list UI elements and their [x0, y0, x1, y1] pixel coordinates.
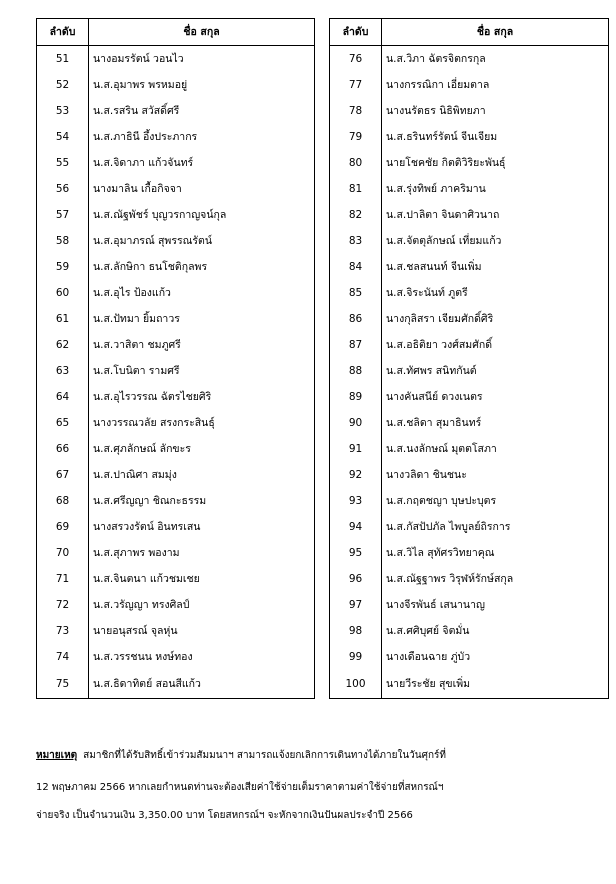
table-row [37, 306, 315, 332]
participant-table-right [329, 18, 609, 699]
table-header-row [37, 19, 315, 46]
member-name: น.ส.รสริน สวัสดิ์ศรี [89, 98, 315, 124]
row-number: 78 [330, 98, 382, 124]
row-number: 66 [37, 436, 89, 462]
row-number: 85 [330, 280, 382, 306]
row-number: 90 [330, 410, 382, 436]
table-row [330, 202, 609, 228]
table-row [37, 228, 315, 254]
table-row [330, 592, 609, 618]
table-row [330, 670, 609, 699]
table-row [37, 384, 315, 410]
table-row [330, 306, 609, 332]
table-row [330, 176, 609, 202]
table-row [330, 254, 609, 280]
table-row [330, 462, 609, 488]
row-number: 71 [37, 566, 89, 592]
row-number: 99 [330, 644, 382, 670]
row-number: 96 [330, 566, 382, 592]
row-number: 70 [37, 540, 89, 566]
member-name: น.ส.ธรินทร์รัตน์ จีนเจียม [382, 124, 609, 150]
row-number: 77 [330, 72, 382, 98]
member-name: น.ส.ภาธินี อึ้งประภากร [89, 124, 315, 150]
member-name: นางวลิดา ชินชนะ [382, 462, 609, 488]
member-name: น.ส.วรัญญา ทรงศิลป์ [89, 592, 315, 618]
table-row [330, 72, 609, 98]
row-number: 54 [37, 124, 89, 150]
table-row [37, 72, 315, 98]
column-header-no: ลำดับ [330, 19, 382, 46]
member-name: นางกรรณิกา เอี่ยมตาล [382, 72, 609, 98]
table-row [37, 280, 315, 306]
member-name: น.ส.จัตตุลักษณ์ เที่ยมแก้ว [382, 228, 609, 254]
row-number: 52 [37, 72, 89, 98]
member-name: น.ส.นงลักษณ์ มุตตโสภา [382, 436, 609, 462]
table-row [330, 644, 609, 670]
table-row [37, 202, 315, 228]
member-name: น.ส.ปาลิตา จินดาศิวนาถ [382, 202, 609, 228]
row-number: 81 [330, 176, 382, 202]
table-row [37, 592, 315, 618]
member-name: น.ส.ปัทมา ยิ้มถาวร [89, 306, 315, 332]
member-name: น.ส.ปาณิศา สมมุ่ง [89, 462, 315, 488]
table-row [330, 488, 609, 514]
member-name: นายโชคชัย กิตติวิริยะพันธุ์ [382, 150, 609, 176]
row-number: 88 [330, 358, 382, 384]
member-name: น.ส.โบนิตา รามศรี [89, 358, 315, 384]
row-number: 82 [330, 202, 382, 228]
member-name: น.ส.ศศิบุศย์ จิตมั่น [382, 618, 609, 644]
row-number: 61 [37, 306, 89, 332]
row-number: 67 [37, 462, 89, 488]
member-name: น.ส.รุ่งทิพย์ ภาคริมาน [382, 176, 609, 202]
table-row [37, 254, 315, 280]
member-name: น.ส.อุมาภรณ์ สุพรรณรัตน์ [89, 228, 315, 254]
row-number: 64 [37, 384, 89, 410]
table-row [37, 488, 315, 514]
table-row [37, 176, 315, 202]
row-number: 58 [37, 228, 89, 254]
member-name: น.ส.ศรีญญา ชิณกะธรรม [89, 488, 315, 514]
row-number: 53 [37, 98, 89, 124]
row-number: 92 [330, 462, 382, 488]
member-name: น.ส.ทัศพร สนิทกันต์ [382, 358, 609, 384]
member-name: น.ส.ณัฐฐาพร วิรุฬห์รักษ์สกุล [382, 566, 609, 592]
member-name: น.ส.ณัฐพัชร์ บุญวรกาญจน์กุล [89, 202, 315, 228]
table-row [330, 46, 609, 73]
row-number: 55 [37, 150, 89, 176]
column-header-name: ชื่อ สกุล [382, 19, 609, 46]
row-number: 73 [37, 618, 89, 644]
member-name: นางเดือนฉาย ภู่บัว [382, 644, 609, 670]
row-number: 98 [330, 618, 382, 644]
table-row [37, 150, 315, 176]
member-name: นางมาลิน เกื้อกิจจา [89, 176, 315, 202]
table-row [37, 98, 315, 124]
row-number: 74 [37, 644, 89, 670]
table-row [37, 410, 315, 436]
table-row [37, 46, 315, 73]
table-row [37, 618, 315, 644]
member-name: น.ส.กฤตชญา บุษปะบุตร [382, 488, 609, 514]
row-number: 59 [37, 254, 89, 280]
row-number: 93 [330, 488, 382, 514]
table-row [330, 566, 609, 592]
row-number: 76 [330, 46, 382, 73]
table-body-right [330, 46, 609, 699]
member-name: น.ส.จิดาภา แก้วจันทร์ [89, 150, 315, 176]
member-name: น.ส.ชลิดา สุมาธินทร์ [382, 410, 609, 436]
table-body-left [37, 46, 315, 699]
row-number: 69 [37, 514, 89, 540]
table-row [37, 540, 315, 566]
table-row [330, 410, 609, 436]
member-name: นายวีระชัย สุขเพิ่ม [382, 670, 609, 699]
row-number: 83 [330, 228, 382, 254]
table-row [330, 150, 609, 176]
table-row [330, 332, 609, 358]
table-row [37, 644, 315, 670]
table-row [37, 332, 315, 358]
table-row [330, 98, 609, 124]
member-name: นางกุลิสรา เจียมศักดิ์ศิริ [382, 306, 609, 332]
member-name: น.ส.ชลสนนท์ จีนเพิ่ม [382, 254, 609, 280]
member-name: นายอนุสรณ์ จุลหุ่น [89, 618, 315, 644]
member-name: นางคันสนีย์ ดวงเนตร [382, 384, 609, 410]
member-name: น.ส.อุไร ป้องแก้ว [89, 280, 315, 306]
member-name: น.ส.กัสปัปภัล ไพบูลย์ถิรการ [382, 514, 609, 540]
note-line-1 [36, 748, 446, 763]
member-name: นางวรรณวลัย สรงกระสินธุ์ [89, 410, 315, 436]
member-name: นางจีรพันธ์ เสนานาญ [382, 592, 609, 618]
table-row [37, 462, 315, 488]
member-name: น.ส.วิไล สุทัศรวิทยาคุณ [382, 540, 609, 566]
table-row [330, 514, 609, 540]
note-line-3: จ่ายจริง เป็นจำนวนเงิน 3,350.00 บาท โดยสหกรณ์ฯ จะหักจากเงินปันผลประจำปี 2566 [36, 810, 413, 821]
note-text-1: สมาชิกที่ได้รับสิทธิ์เข้าร่วมสัมมนาฯ สามารถแจ้งยกเลิกการเดินทางได้ภายในวันศุกร์ที่ [83, 750, 446, 761]
note-label: หมายเหตุ [36, 750, 78, 761]
table-row [37, 436, 315, 462]
row-number: 91 [330, 436, 382, 462]
row-number: 75 [37, 670, 89, 699]
member-name: น.ส.วรรชนน หงษ์ทอง [89, 644, 315, 670]
column-header-name: ชื่อ สกุล [89, 19, 315, 46]
row-number: 57 [37, 202, 89, 228]
member-name: น.ส.อุไรวรรณ ฉัตรไชยศิริ [89, 384, 315, 410]
table-row [37, 358, 315, 384]
row-number: 56 [37, 176, 89, 202]
table-row [330, 618, 609, 644]
member-name: น.ส.ศุภลักษณ์ ลักขะร [89, 436, 315, 462]
row-number: 95 [330, 540, 382, 566]
member-name: นางสรวงรัตน์ อินทรเสน [89, 514, 315, 540]
table-row [37, 514, 315, 540]
table-header-row [330, 19, 609, 46]
row-number: 62 [37, 332, 89, 358]
row-number: 68 [37, 488, 89, 514]
row-number: 60 [37, 280, 89, 306]
member-name: น.ส.จิระนันท์ ภูตรี [382, 280, 609, 306]
table-row [330, 384, 609, 410]
member-name: นางอมรรัตน์ วอนไว [89, 46, 315, 73]
row-number: 100 [330, 670, 382, 699]
table-row [330, 358, 609, 384]
member-name: น.ส.วิภา ฉัตรจิตกรกุล [382, 46, 609, 73]
row-number: 94 [330, 514, 382, 540]
table-row [330, 280, 609, 306]
row-number: 86 [330, 306, 382, 332]
table-row [330, 124, 609, 150]
row-number: 72 [37, 592, 89, 618]
row-number: 63 [37, 358, 89, 384]
note-line-2: 12 พฤษภาคม 2566 หากเลยกำหนดท่านจะต้องเสียค่าใช้จ่ายเต็มราคาตามค่าใช้จ่ายที่สหกรณ์ฯ [36, 782, 444, 793]
row-number: 89 [330, 384, 382, 410]
table-row [37, 566, 315, 592]
table-row [330, 436, 609, 462]
row-number: 79 [330, 124, 382, 150]
row-number: 84 [330, 254, 382, 280]
table-row [37, 124, 315, 150]
row-number: 80 [330, 150, 382, 176]
column-header-no: ลำดับ [37, 19, 89, 46]
member-name: น.ส.จินตนา แก้วชมเชย [89, 566, 315, 592]
row-number: 87 [330, 332, 382, 358]
member-name: น.ส.อุมาพร พรหมอยู่ [89, 72, 315, 98]
table-row [330, 540, 609, 566]
row-number: 51 [37, 46, 89, 73]
table-row [37, 670, 315, 699]
member-name: น.ส.อธิติยา วงศ์สมศักดิ์ [382, 332, 609, 358]
member-name: น.ส.สุภาพร พองาม [89, 540, 315, 566]
row-number: 65 [37, 410, 89, 436]
member-name: น.ส.ลักษิกา ธนโชติกุลพร [89, 254, 315, 280]
participant-table-left [36, 18, 315, 699]
table-row [330, 228, 609, 254]
member-name: น.ส.วาสิตา ชมภูศรี [89, 332, 315, 358]
member-name: น.ส.ธิดาทิตย์ สอนสีแก้ว [89, 670, 315, 699]
member-name: นางนรัตธร นิธิพิทยภา [382, 98, 609, 124]
row-number: 97 [330, 592, 382, 618]
